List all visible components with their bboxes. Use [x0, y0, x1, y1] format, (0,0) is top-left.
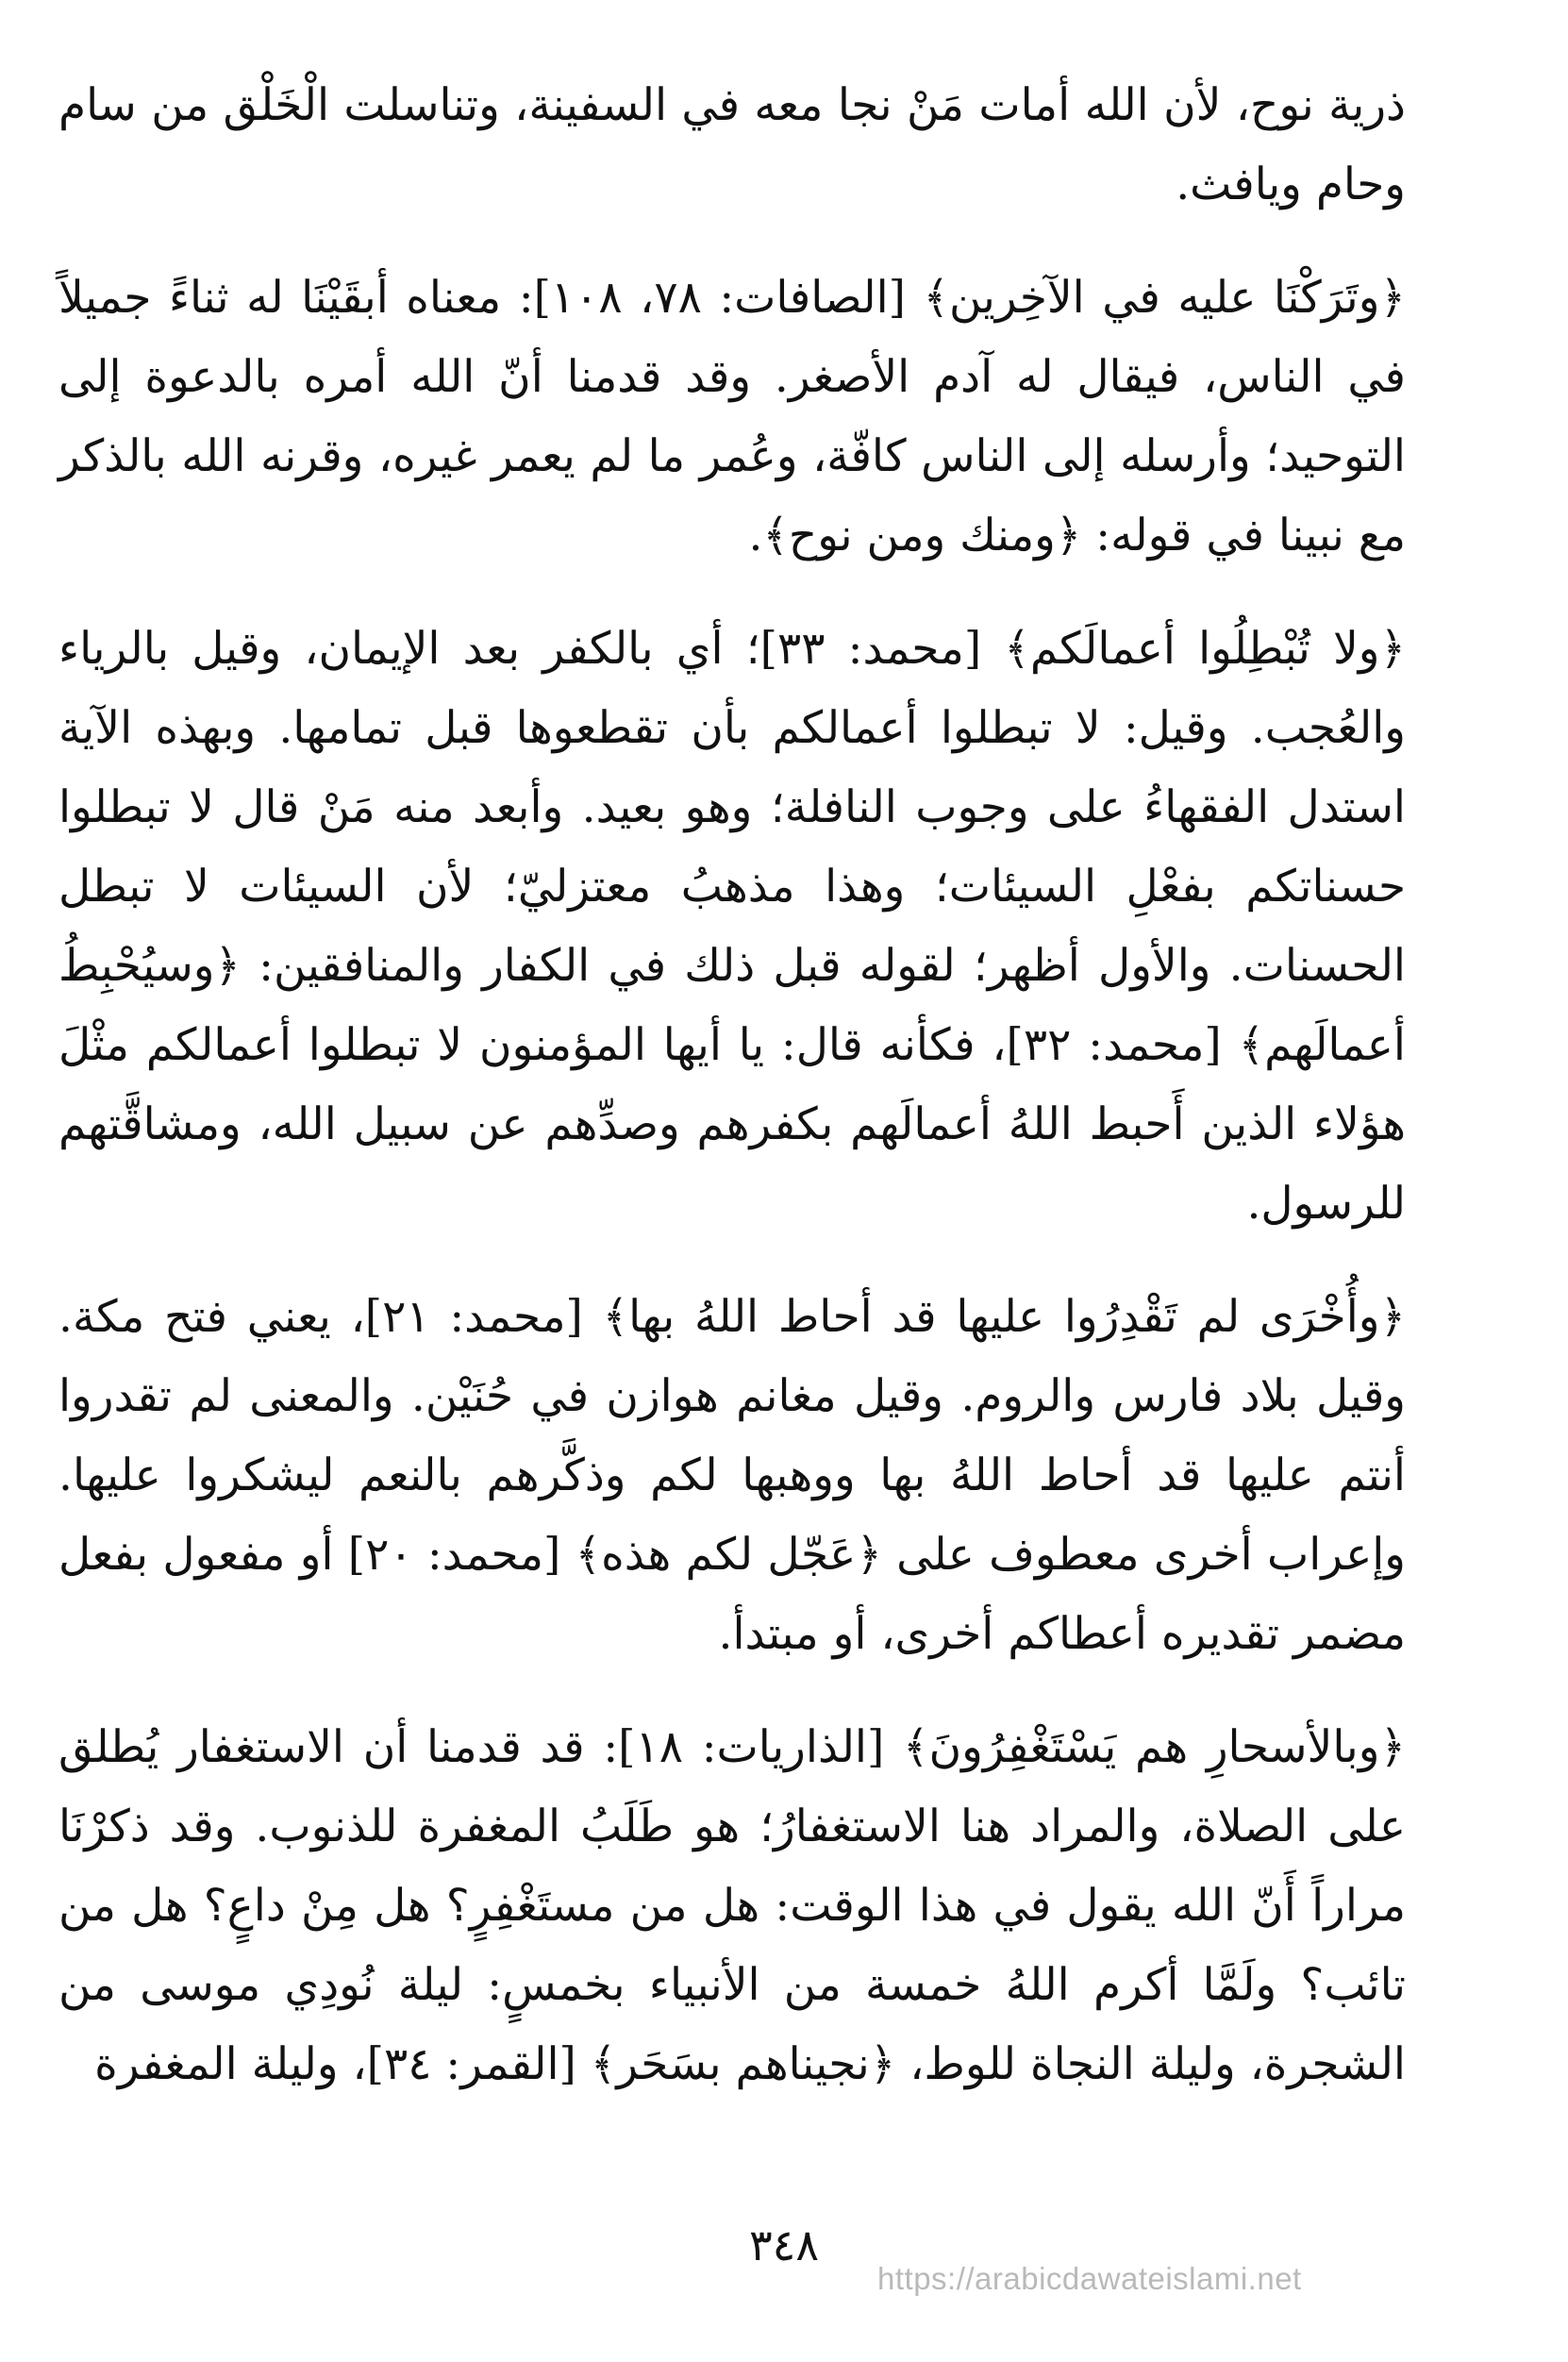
- paragraph-3: ﴿ولا تُبْطِلُوا أعمالَكم﴾ [محمد: ٣٣]؛ أي بالكفر بعد الإيمان، وقيل بالرياء والعُجب. وقيل: لا تبطلوا أعمالكم بأن تقطعوها قبل تمامها. وبهذه الآية استدل الفقهاءُ على وجوب النافلة؛ وهو بعيد. وأبعد منه مَنْ قال لا تبطلوا حسناتكم بفعْلِ السيئات؛ وهذا مذهبُ معتزليّ؛ لأن السيئات لا تبطل الحسنات. والأول أظهر؛ لقوله قبل ذلك في الكفار والمنافقين: ﴿وسيُحْبِطُ أعمالَهم﴾ [محمد: ٣٢]، فكأنه قال: يا أيها المؤمنون لا تبطلوا أعمالكم مثْلَ هؤلاء الذين أَحبط اللهُ أعمالَهم بكفرهم وصدِّهم عن سبيل الله، ومشاقَّتهم للرسول.: [58, 623, 1407, 1230]
- page-number: ٣٤٨: [748, 2220, 820, 2270]
- page-body: [58, 66, 1406, 2138]
- paragraph-2: ﴿وتَرَكْنَا عليه في الآخِرين﴾ [الصافات: ٧٨، ١٠٨]: معناه أبقَيْنَا له ثناءً جميلاً في الناس، فيقال له آدم الأصغر. وقد قدمنا أنّ الله أمره بالدعوة إلى التوحيد؛ وأرسله إلى الناس كافّة، وعُمر ما لم يعمر غيره، وقرنه الله بالذكر مع نبينا في قوله: ﴿ومنك ومن نوح﴾.: [58, 272, 1406, 561]
- watermark-url: https://arabicdawateislami.net: [877, 2261, 1302, 2296]
- paragraph-4: ﴿وأُخْرَى لم تَقْدِرُوا عليها قد أحاط اللهُ بها﴾ [محمد: ٢١]، يعني فتح مكة. وقيل بلاد فارس والروم. وقيل مغانم هوازن في حُنَيْن. والمعنى لم تقدروا أنتم عليها قد أحاط اللهُ بها ووهبها لكم وذكَّرهم بالنعم ليشكروا عليها. وإعراب أخرى معطوف على ﴿عَجّل لكم هذه﴾ [محمد: ٢٠] أو مفعول بفعل مضمر تقديره أعطاكم أخرى، أو مبتدأ.: [58, 1291, 1406, 1660]
- paragraph-5: ﴿وبالأسحارِ هم يَسْتَغْفِرُونَ﴾ [الذاريات: ١٨]: قد قدمنا أن الاستغفار يُطلق على الصلاة، والمراد هنا الاستغفارُ؛ هو طَلَبُ المغفرة للذنوب. وقد ذكرْنَا مراراً أَنّ الله يقول في هذا الوقت: هل من مستَغْفِرٍ؟ هل مِنْ داعٍ؟ هل من تائب؟ ولَمَّا أكرم اللهُ خمسة من الأنبياء بخمسٍ: ليلة نُودِي موسى من الشجرة، وليلة النجاة للوط، ﴿نجيناهم بسَحَر﴾ [القمر: ٣٤]، وليلة المغفرة: [58, 1721, 1406, 2090]
- paragraph-1: ذرية نوح، لأن الله أمات مَنْ نجا معه في السفينة، وتناسلت الْخَلْق من سام وحام ويافث.: [58, 79, 1406, 210]
